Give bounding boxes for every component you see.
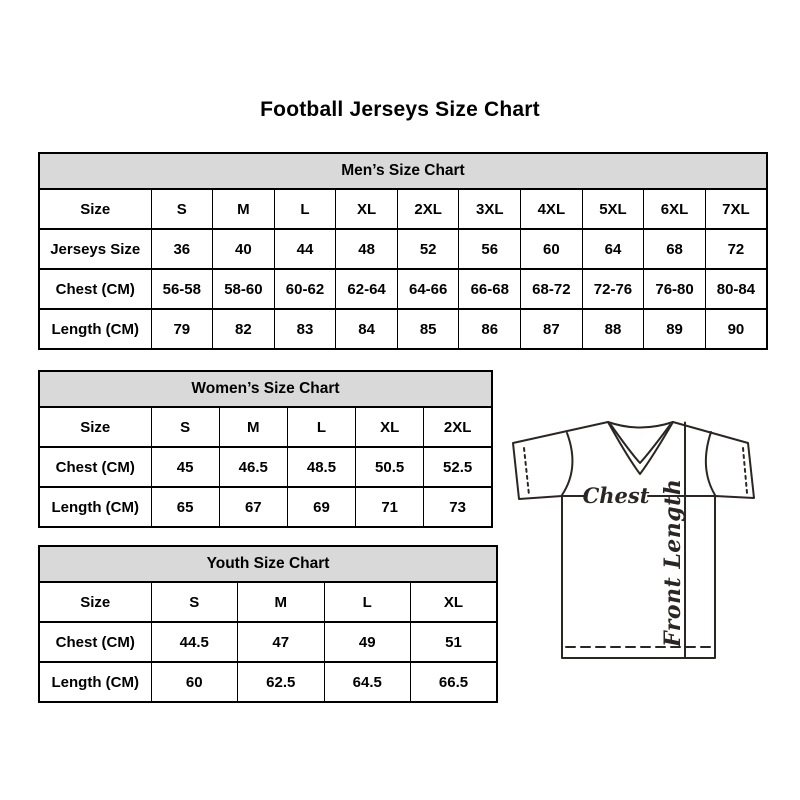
table-row [39, 229, 767, 269]
jersey-measurement-diagram [500, 400, 772, 672]
table-cell: 85 [397, 309, 459, 349]
table-cell: 60 [521, 229, 583, 269]
table-cell: 60 [151, 662, 238, 702]
row-label: Size [39, 582, 151, 622]
table-cell: 2XL [424, 407, 492, 447]
table-cell: S [151, 407, 219, 447]
table-cell: 83 [274, 309, 336, 349]
row-label: Chest (CM) [39, 447, 151, 487]
mens-size-chart-table [38, 152, 768, 350]
table-cell: 2XL [397, 189, 459, 229]
table-cell: 36 [151, 229, 213, 269]
table-cell: 72 [705, 229, 767, 269]
table-row [39, 662, 497, 702]
table-cell: M [213, 189, 275, 229]
table-cell: 50.5 [356, 447, 424, 487]
table-cell: XL [336, 189, 398, 229]
table-cell: 69 [287, 487, 355, 527]
table-cell: 84 [336, 309, 398, 349]
youth-size-chart-table [38, 545, 498, 703]
table-cell: 5XL [582, 189, 644, 229]
table-cell: 68-72 [521, 269, 583, 309]
table-row [39, 309, 767, 349]
table-cell: 86 [459, 309, 521, 349]
table-cell: M [219, 407, 287, 447]
row-label: Chest (CM) [39, 622, 151, 662]
table-cell: 80-84 [705, 269, 767, 309]
table-cell: 73 [424, 487, 492, 527]
row-label: Length (CM) [39, 309, 151, 349]
table-cell: 51 [411, 622, 498, 662]
jersey-outline-icon [513, 422, 754, 658]
table-cell: 64-66 [397, 269, 459, 309]
table-title-row [39, 371, 492, 407]
table-cell: 64.5 [324, 662, 411, 702]
table-cell: 6XL [644, 189, 706, 229]
womens-size-chart-table [38, 370, 493, 528]
row-label: Length (CM) [39, 487, 151, 527]
table-cell: 49 [324, 622, 411, 662]
table-cell: 48.5 [287, 447, 355, 487]
table-cell: 90 [705, 309, 767, 349]
table-cell: 40 [213, 229, 275, 269]
table-cell: 62.5 [238, 662, 325, 702]
table-cell: 87 [521, 309, 583, 349]
page-title: Football Jerseys Size Chart [260, 98, 540, 121]
table-title-row [39, 546, 497, 582]
table-cell: 72-76 [582, 269, 644, 309]
row-label: Size [39, 189, 151, 229]
table-cell: 48 [336, 229, 398, 269]
table-cell: 56 [459, 229, 521, 269]
table-cell: L [287, 407, 355, 447]
table-cell: 62-64 [336, 269, 398, 309]
table-row [39, 487, 492, 527]
table-cell: 3XL [459, 189, 521, 229]
table-cell: S [151, 189, 213, 229]
table-row [39, 447, 492, 487]
table-cell: 44.5 [151, 622, 238, 662]
table-cell: L [274, 189, 336, 229]
table-row [39, 269, 767, 309]
table-cell: 71 [356, 487, 424, 527]
table-cell: 60-62 [274, 269, 336, 309]
table-row [39, 622, 497, 662]
chest-measure-label: Chest [582, 483, 650, 508]
front-length-measure-label: Front Length [660, 478, 686, 647]
table-cell: 44 [274, 229, 336, 269]
table-cell: 66-68 [459, 269, 521, 309]
table-cell: 58-60 [213, 269, 275, 309]
row-label: Chest (CM) [39, 269, 151, 309]
table-title-row [39, 153, 767, 189]
table-cell: 89 [644, 309, 706, 349]
table-cell: S [151, 582, 238, 622]
table-cell: 46.5 [219, 447, 287, 487]
row-label: Length (CM) [39, 662, 151, 702]
table-cell: 64 [582, 229, 644, 269]
row-label: Size [39, 407, 151, 447]
table-cell: 79 [151, 309, 213, 349]
table-cell: 52 [397, 229, 459, 269]
table-title: Men’s Size Chart [39, 153, 767, 189]
table-row [39, 582, 497, 622]
table-cell: 7XL [705, 189, 767, 229]
table-cell: M [238, 582, 325, 622]
table-cell: 45 [151, 447, 219, 487]
table-cell: 56-58 [151, 269, 213, 309]
table-row [39, 189, 767, 229]
table-cell: 82 [213, 309, 275, 349]
table-cell: 52.5 [424, 447, 492, 487]
table-cell: 67 [219, 487, 287, 527]
row-label: Jerseys Size [39, 229, 151, 269]
table-cell: 65 [151, 487, 219, 527]
table-cell: 76-80 [644, 269, 706, 309]
table-cell: L [324, 582, 411, 622]
table-cell: 4XL [521, 189, 583, 229]
table-title: Youth Size Chart [39, 546, 497, 582]
table-cell: 47 [238, 622, 325, 662]
table-cell: 66.5 [411, 662, 498, 702]
table-cell: XL [411, 582, 498, 622]
table-cell: XL [356, 407, 424, 447]
table-cell: 88 [582, 309, 644, 349]
table-title: Women’s Size Chart [39, 371, 492, 407]
table-row [39, 407, 492, 447]
table-cell: 68 [644, 229, 706, 269]
